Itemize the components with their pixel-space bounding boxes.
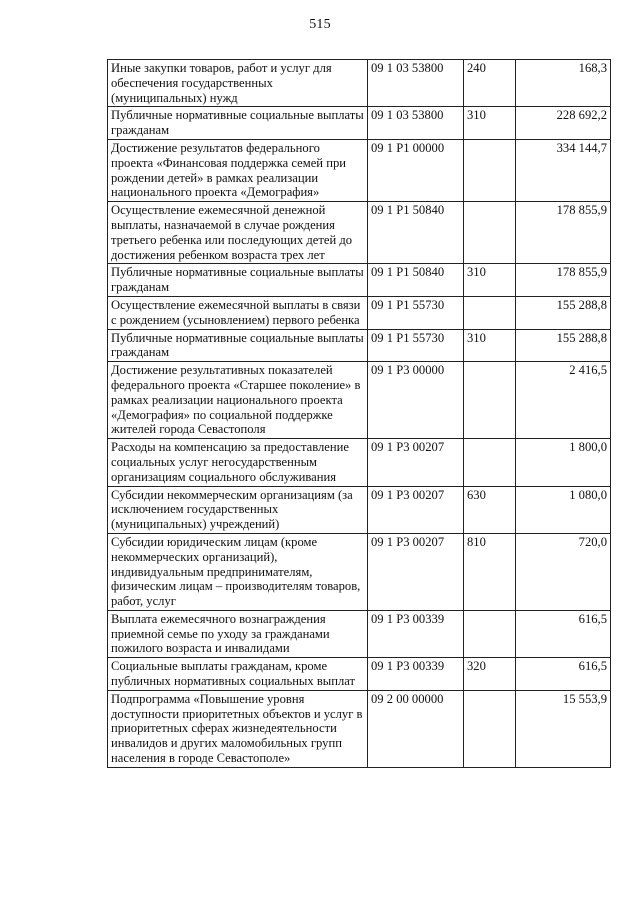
- amount-cell: 178 855,9: [516, 264, 611, 297]
- amount-cell: 178 855,9: [516, 202, 611, 264]
- expense-type-cell: 310: [464, 264, 516, 297]
- expense-name-cell: Осуществление ежемесячной выплаты в связи с рождением (усыновлением) первого ребенка: [108, 296, 368, 329]
- target-code-cell: 09 1 P1 55730: [368, 296, 464, 329]
- table-row: [108, 439, 611, 486]
- table-row: [108, 264, 611, 297]
- expense-name-cell: Достижение результатов федерального проекта «Финансовая поддержка семей при рождении детей» в рамках реализации национального проекта «Демография»: [108, 139, 368, 201]
- expense-type-cell: 310: [464, 107, 516, 140]
- expense-type-cell: 240: [464, 60, 516, 107]
- expense-type-cell: 810: [464, 533, 516, 610]
- budget-table-body: [108, 60, 611, 768]
- expense-type-cell: [464, 610, 516, 657]
- amount-cell: 155 288,8: [516, 296, 611, 329]
- amount-cell: 616,5: [516, 658, 611, 691]
- expense-type-cell: 310: [464, 329, 516, 362]
- table-row: [108, 486, 611, 533]
- table-row: [108, 329, 611, 362]
- expense-type-cell: [464, 202, 516, 264]
- amount-cell: 168,3: [516, 60, 611, 107]
- expense-name-cell: Публичные нормативные социальные выплаты гражданам: [108, 264, 368, 297]
- expense-name-cell: Субсидии некоммерческим организациям (за исключением государственных (муниципальных) учреждений): [108, 486, 368, 533]
- table-row: [108, 202, 611, 264]
- amount-cell: 1 800,0: [516, 439, 611, 486]
- target-code-cell: 09 1 P1 00000: [368, 139, 464, 201]
- amount-cell: 1 080,0: [516, 486, 611, 533]
- expense-name-cell: Иные закупки товаров, работ и услуг для обеспечения государственных (муниципальных) нужд: [108, 60, 368, 107]
- target-code-cell: 09 1 P3 00207: [368, 533, 464, 610]
- amount-cell: 228 692,2: [516, 107, 611, 140]
- table-row: [108, 107, 611, 140]
- expense-type-cell: [464, 439, 516, 486]
- amount-cell: 15 553,9: [516, 690, 611, 767]
- target-code-cell: 09 2 00 00000: [368, 690, 464, 767]
- target-code-cell: 09 1 P3 00207: [368, 439, 464, 486]
- target-code-cell: 09 1 P3 00000: [368, 362, 464, 439]
- target-code-cell: 09 1 P1 55730: [368, 329, 464, 362]
- amount-cell: 155 288,8: [516, 329, 611, 362]
- expense-name-cell: Публичные нормативные социальные выплаты гражданам: [108, 329, 368, 362]
- amount-cell: 720,0: [516, 533, 611, 610]
- target-code-cell: 09 1 P1 50840: [368, 202, 464, 264]
- table-row: [108, 533, 611, 610]
- expense-type-cell: 630: [464, 486, 516, 533]
- expense-name-cell: Достижение результативных показателей федерального проекта «Старшее поколение» в рамках реализации национального проекта «Демография» по социальной поддержке жителей города Севастополя: [108, 362, 368, 439]
- amount-cell: 616,5: [516, 610, 611, 657]
- amount-cell: 334 144,7: [516, 139, 611, 201]
- expense-name-cell: Осуществление ежемесячной денежной выплаты, назначаемой в случае рождения третьего ребенка или последующих детей до достижения ребенком возраста трех лет: [108, 202, 368, 264]
- table-row: [108, 139, 611, 201]
- target-code-cell: 09 1 P3 00339: [368, 658, 464, 691]
- expense-name-cell: Расходы на компенсацию за предоставление социальных услуг негосударственным организациям социального обслуживания: [108, 439, 368, 486]
- expense-name-cell: Субсидии юридическим лицам (кроме некоммерческих организаций), индивидуальным предпринимателям, физическим лицам – производителям товаров, работ, услуг: [108, 533, 368, 610]
- expense-name-cell: Публичные нормативные социальные выплаты гражданам: [108, 107, 368, 140]
- expense-type-cell: [464, 139, 516, 201]
- expense-name-cell: Социальные выплаты гражданам, кроме публичных нормативных социальных выплат: [108, 658, 368, 691]
- target-code-cell: 09 1 P3 00207: [368, 486, 464, 533]
- table-row: [108, 362, 611, 439]
- table-row: [108, 296, 611, 329]
- expense-name-cell: Выплата ежемесячного вознаграждения приемной семье по уходу за гражданами пожилого возраста и инвалидами: [108, 610, 368, 657]
- target-code-cell: 09 1 P1 50840: [368, 264, 464, 297]
- table-row: [108, 610, 611, 657]
- page-number: 515: [309, 17, 331, 32]
- expense-type-cell: 320: [464, 658, 516, 691]
- table-row: [108, 658, 611, 691]
- expense-type-cell: [464, 690, 516, 767]
- budget-table: [107, 59, 611, 768]
- table-row: [108, 60, 611, 107]
- target-code-cell: 09 1 P3 00339: [368, 610, 464, 657]
- expense-type-cell: [464, 362, 516, 439]
- target-code-cell: 09 1 03 53800: [368, 60, 464, 107]
- target-code-cell: 09 1 03 53800: [368, 107, 464, 140]
- table-row: [108, 690, 611, 767]
- expense-name-cell: Подпрограмма «Повышение уровня доступности приоритетных объектов и услуг в приоритетных сферах жизнедеятельности инвалидов и других маломобильных групп населения в городе Севастополе»: [108, 690, 368, 767]
- amount-cell: 2 416,5: [516, 362, 611, 439]
- expense-type-cell: [464, 296, 516, 329]
